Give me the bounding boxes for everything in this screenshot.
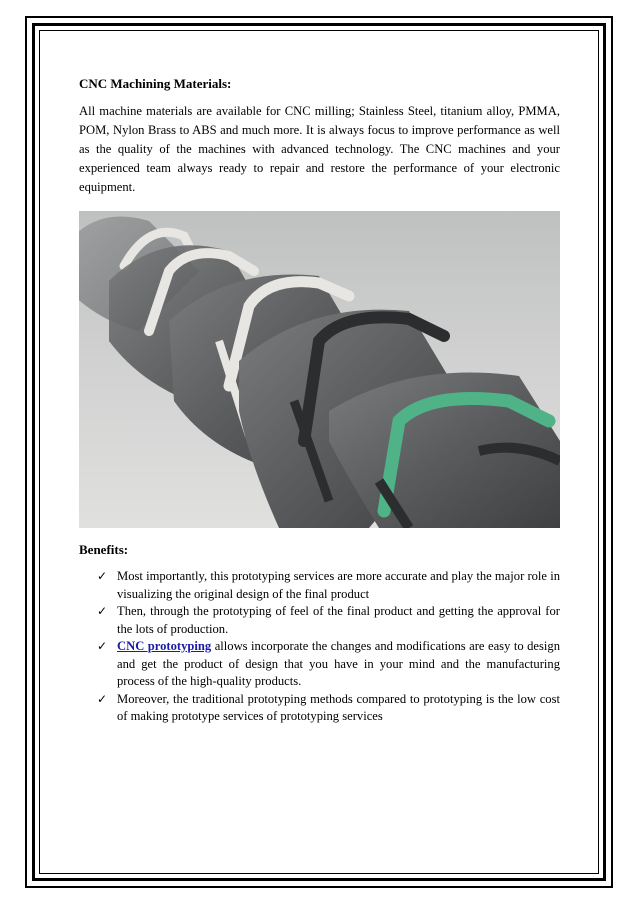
list-item [79,691,560,726]
checkmark-icon: ✓ [97,691,108,706]
document-body [79,76,560,726]
prototype-photo-illustration [79,211,560,528]
list-item-text: Moreover, the traditional prototyping methods compared to prototyping is the low cost of making prototype services of prototyping services [117,691,560,723]
list-item [79,568,560,603]
checkmark-icon: ✓ [97,639,108,653]
checkmark-icon: ✓ [97,604,108,618]
benefits-list [79,568,560,726]
cnc-prototyping-link[interactable]: CNC prototyping [117,639,212,653]
benefits-heading: Benefits: [79,542,129,557]
list-item [79,603,560,638]
checkmark-icon: ✓ [97,569,108,583]
materials-paragraph: All machine materials are available for CNC milling; Stainless Steel, titanium alloy, PMMA, POM, Nylon Brass to ABS and much more. It is always focus to improve performance as well as the quality of the machines with advanced technology. The CNC machines and your experienced team always ready to repair and restore the performance of your electronic equipment. [79,104,560,194]
list-item [79,638,560,691]
list-item-text: allows incorporate the changes and modifications are easy to design and get the product of design that you have in your mind and the manufacturing process of the high-quality products. [117,639,560,688]
list-item-text: Then, through the prototyping of feel of the final product and getting the approval for the lots of production. [117,604,560,636]
materials-heading: CNC Machining Materials: [79,76,232,91]
list-item-text: Most importantly, this prototyping services are more accurate and play the major role in visualizing the original design of the final product [117,569,560,601]
prototype-photo [79,211,560,528]
